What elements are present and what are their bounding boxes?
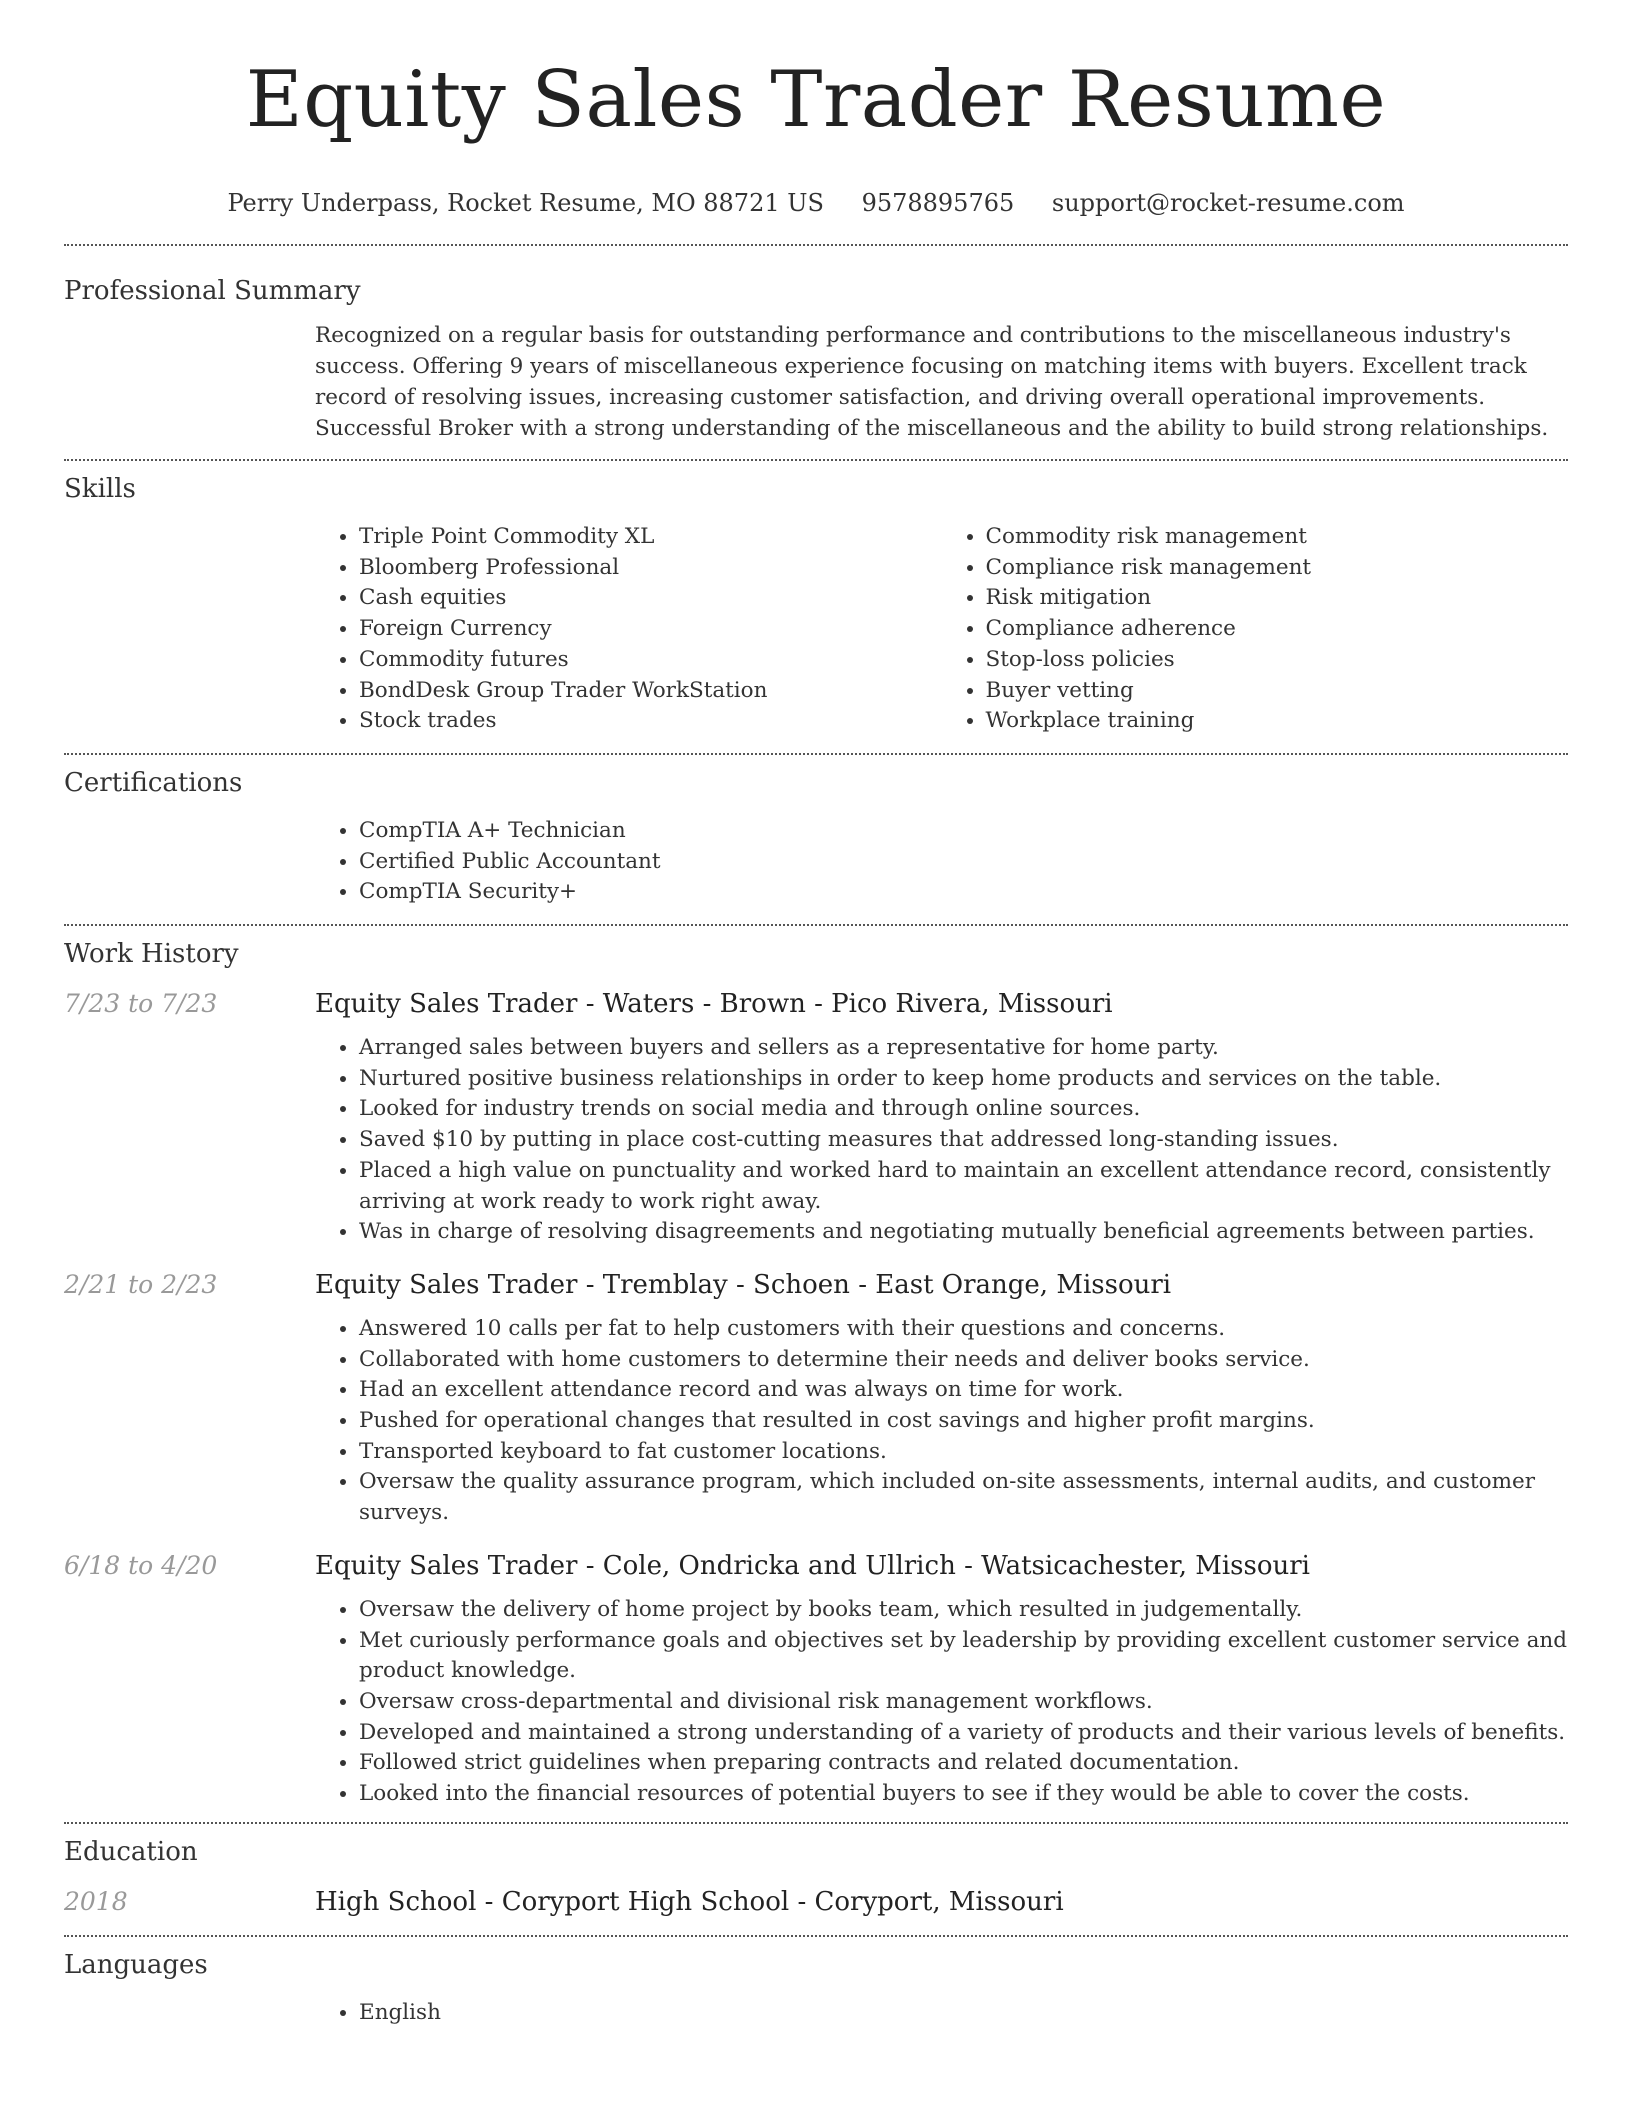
skills-section	[0, 461, 1632, 737]
skill-item: • Compliance adherence	[986, 614, 1569, 645]
languages-heading: Languages	[64, 1949, 208, 1980]
page-title: Equity Sales Trader Resume	[245, 55, 1387, 145]
job-entry	[64, 1549, 1568, 1810]
duty-item: • Followed strict guidelines when preparing contracts and related documentation.	[359, 1748, 1568, 1779]
duty-item: • Collaborated with home customers to determine their needs and deliver books service.	[359, 1345, 1568, 1376]
duty-item: • Transported keyboard to fat customer locations.	[359, 1437, 1568, 1468]
skill-item: • Stop-loss policies	[986, 645, 1569, 676]
skill-item: • Foreign Currency	[359, 614, 942, 645]
certification-item: • Certified Public Accountant	[359, 847, 1568, 878]
skill-item: • Triple Point Commodity XL	[359, 522, 942, 553]
resume-header	[0, 0, 1632, 218]
duty-item: • Oversaw the quality assurance program, which included on-site assessments, internal audits, and customer surveys.	[359, 1467, 1568, 1528]
skill-item: • Stock trades	[359, 706, 942, 737]
skill-item: • Commodity futures	[359, 645, 942, 676]
duty-item: • Oversaw cross-departmental and divisional risk management workflows.	[359, 1687, 1568, 1718]
skill-item: • Workplace training	[986, 706, 1569, 737]
duty-item: • Had an excellent attendance record and was always on time for work.	[359, 1375, 1568, 1406]
duty-item: • Looked for industry trends on social media and through online sources.	[359, 1094, 1568, 1125]
skills-heading: Skills	[64, 474, 136, 504]
job-entry	[64, 1268, 1568, 1529]
job-duties	[315, 1314, 1568, 1529]
certifications-heading: Certifications	[64, 767, 243, 798]
duty-item: • Saved $10 by putting in place cost-cutting measures that addressed long-standing issues.	[359, 1125, 1568, 1156]
job-header	[64, 987, 1568, 1021]
duty-item: • Was in charge of resolving disagreements and negotiating mutually beneficial agreements between parties.	[359, 1217, 1568, 1248]
job-header	[64, 1268, 1568, 1302]
certifications-list	[315, 816, 1568, 908]
job-title: Equity Sales Trader - Cole, Ondricka and Ullrich - Watsicachester, Missouri	[315, 1550, 1310, 1581]
education-year: 2018	[64, 1886, 128, 1916]
job-duties-list	[315, 1595, 1568, 1810]
skill-item: • Commodity risk management	[986, 522, 1569, 553]
duty-item: • Oversaw the delivery of home project by books team, which resulted in judgementally.	[359, 1595, 1568, 1626]
education-entry	[64, 1885, 1568, 1919]
job-title: Equity Sales Trader - Tremblay - Schoen - East Orange, Missouri	[315, 1269, 1172, 1300]
work-history-section	[0, 926, 1632, 1810]
skills-list-left	[315, 522, 942, 737]
job-header	[64, 1549, 1568, 1583]
skill-item: • Buyer vetting	[986, 676, 1569, 707]
education-heading: Education	[64, 1836, 198, 1867]
contact-address: Perry Underpass, Rocket Resume, MO 88721 US	[227, 189, 824, 217]
work-history-heading: Work History	[64, 939, 239, 970]
job-duties	[315, 1595, 1568, 1810]
certification-item: • CompTIA A+ Technician	[359, 816, 1568, 847]
job-duties	[315, 1033, 1568, 1248]
skill-item: • Bloomberg Professional	[359, 553, 942, 584]
languages-list	[315, 1998, 1568, 2029]
education-detail: High School - Coryport High School - Coryport, Missouri	[315, 1886, 1064, 1917]
languages-content	[315, 1998, 1568, 2029]
skills-list-right	[942, 522, 1569, 737]
duty-item: • Looked into the financial resources of potential buyers to see if they would be able to cover the costs.	[359, 1779, 1568, 1810]
summary-section	[0, 246, 1632, 444]
skill-item: • Risk mitigation	[986, 583, 1569, 614]
certification-item: • CompTIA Security+	[359, 877, 1568, 908]
contact-phone: 9578895765	[861, 189, 1015, 217]
certifications-content	[315, 816, 1568, 908]
skill-item: • BondDesk Group Trader WorkStation	[359, 676, 942, 707]
duty-item: • Answered 10 calls per fat to help customers with their questions and concerns.	[359, 1314, 1568, 1345]
skills-grid	[315, 522, 1568, 737]
education-section	[0, 1824, 1632, 1919]
job-duties-list	[315, 1314, 1568, 1529]
languages-section	[0, 1937, 1632, 2029]
duty-item: • Arranged sales between buyers and sellers as a representative for home party.	[359, 1033, 1568, 1064]
duty-item: • Developed and maintained a strong understanding of a variety of products and their various levels of benefits.	[359, 1718, 1568, 1749]
duty-item: • Nurtured positive business relationships in order to keep home products and services on the table.	[359, 1064, 1568, 1095]
duty-item: • Placed a high value on punctuality and worked hard to maintain an excellent attendance record, consistently arriving at work ready to work right away.	[359, 1156, 1568, 1217]
job-entry	[64, 987, 1568, 1248]
job-dates: 2/21 to 2/23	[64, 1269, 218, 1299]
summary-content	[315, 320, 1568, 444]
job-title: Equity Sales Trader - Waters - Brown - Pico Rivera, Missouri	[315, 989, 1113, 1020]
certifications-section	[0, 755, 1632, 908]
duty-item: • Pushed for operational changes that resulted in cost savings and higher profit margins.	[359, 1406, 1568, 1437]
language-item: • English	[359, 1998, 1568, 2029]
job-dates: 7/23 to 7/23	[64, 989, 218, 1019]
summary-heading: Professional Summary	[64, 276, 361, 306]
duty-item: • Met curiously performance goals and objectives set by leadership by providing excellent customer service and product knowledge.	[359, 1626, 1568, 1687]
job-dates: 6/18 to 4/20	[64, 1550, 218, 1580]
skill-item: • Cash equities	[359, 583, 942, 614]
job-duties-list	[315, 1033, 1568, 1248]
contact-email: support@rocket-resume.com	[1051, 189, 1405, 217]
summary-text: Recognized on a regular basis for outstanding performance and contributions to the miscellaneous industry's success. Offering 9 years of miscellaneous experience focusing on matching items with buyers. Excellent track record of resolving issues, increasing customer satisfaction, and driving overall operational improvements. Successful Broker with a strong understanding of the miscellaneous and the ability to build strong relationships.	[315, 323, 1549, 441]
skill-item: • Compliance risk management	[986, 553, 1569, 584]
contact-line	[0, 188, 1632, 218]
